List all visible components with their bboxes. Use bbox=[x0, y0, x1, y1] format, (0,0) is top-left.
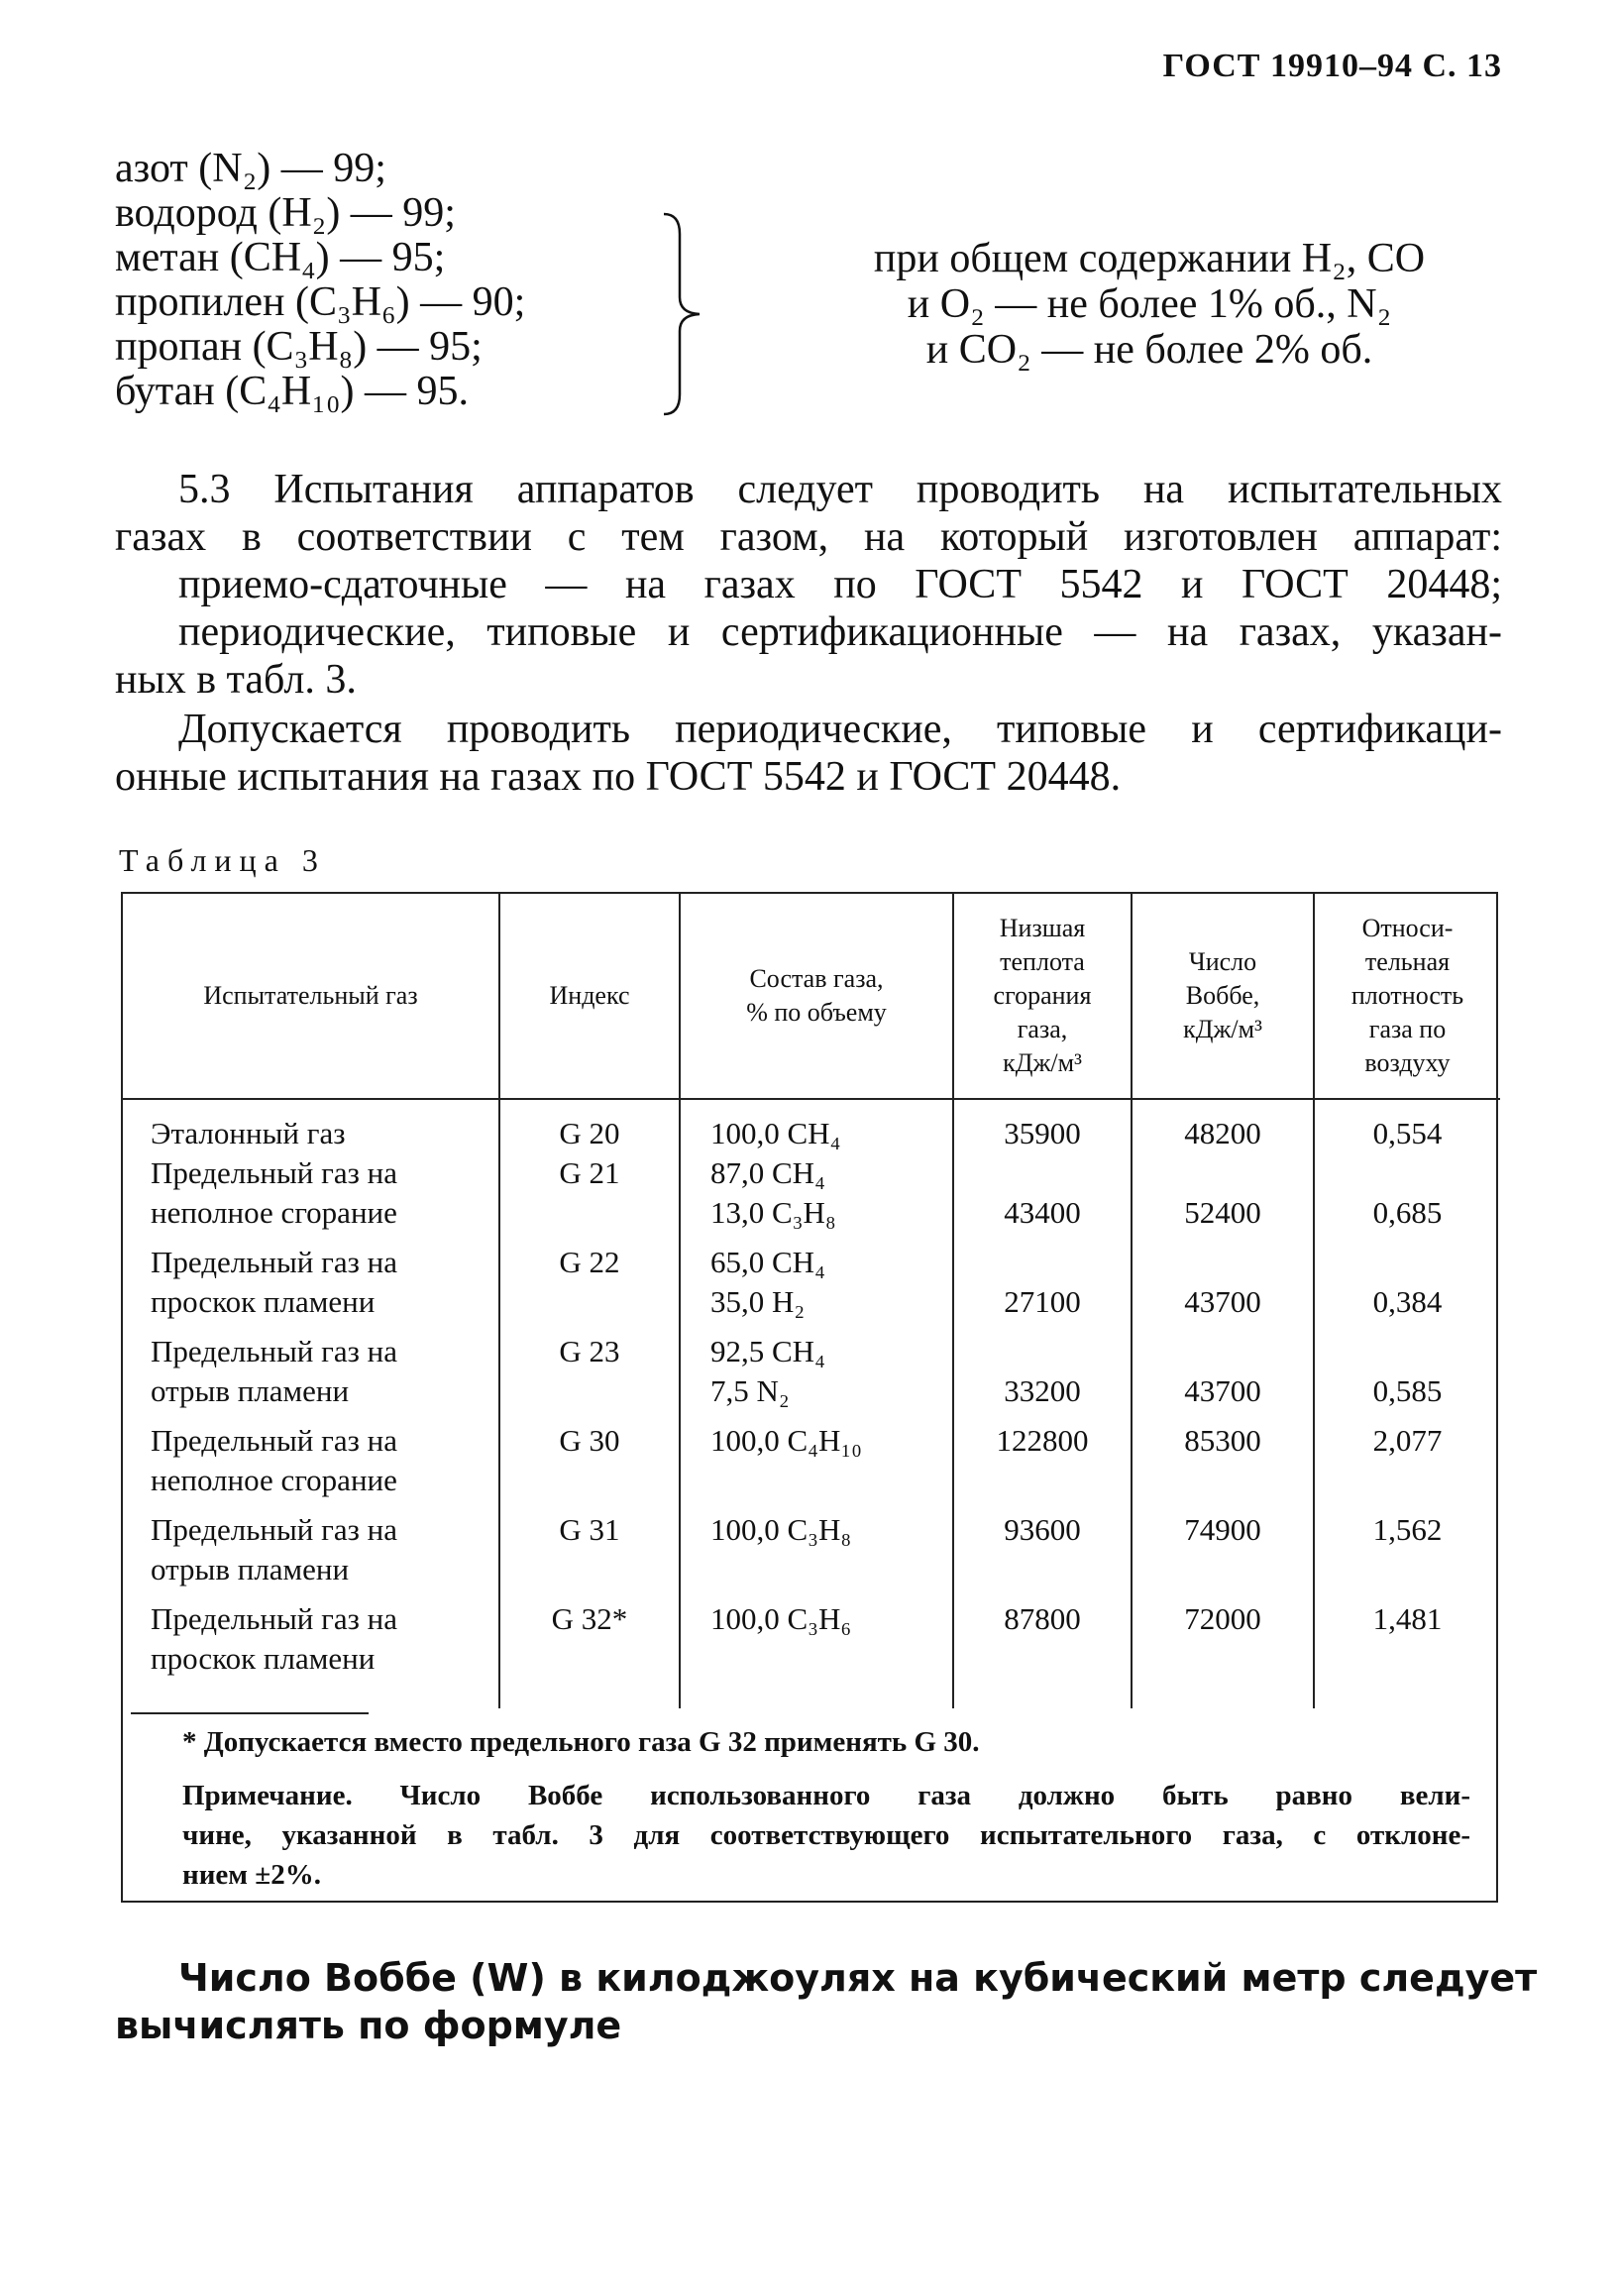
header-line: Число bbox=[1188, 947, 1257, 976]
header-line: % по объему bbox=[746, 998, 887, 1027]
text-line: Примечание. Число Воббе использованного газа должно быть равно вели- bbox=[182, 1780, 1470, 1811]
table-cell-index: G 21 bbox=[499, 1153, 680, 1243]
table-cell-density: 0,585 bbox=[1372, 1373, 1443, 1408]
header-line: сгорания bbox=[993, 981, 1092, 1010]
table-cell-gas: неполное сгорание bbox=[151, 1463, 397, 1497]
column-header-heat bbox=[953, 894, 1132, 1099]
list-item: метан (CH₄) — 95; bbox=[115, 235, 446, 280]
table-row bbox=[123, 1510, 1500, 1599]
column-header-gas: Испытательный газ bbox=[123, 894, 499, 1099]
table-cell-gas: отрыв пламени bbox=[151, 1373, 350, 1408]
header-line: теплота bbox=[1000, 947, 1085, 976]
table-row-spacer bbox=[123, 1689, 1500, 1708]
header-line: Состав газа, bbox=[749, 964, 884, 993]
table-cell-heat: 87800 bbox=[953, 1599, 1132, 1689]
table-cell-heat: 122800 bbox=[953, 1421, 1132, 1510]
paragraph-5-3 bbox=[115, 466, 1502, 704]
table-row bbox=[123, 1243, 1500, 1332]
paragraph-allowance bbox=[115, 706, 1502, 801]
impurity-note-line: при общем содержании H₂, CO bbox=[873, 236, 1426, 281]
column-header-wobbe bbox=[1132, 894, 1314, 1099]
header-line: воздуху bbox=[1364, 1048, 1451, 1077]
table-cell-index: G 23 bbox=[499, 1332, 680, 1421]
table-cell-wobbe: 85300 bbox=[1132, 1421, 1314, 1510]
impurity-note bbox=[793, 236, 1506, 373]
table-cell-composition: 87,0 CH₄ bbox=[710, 1155, 825, 1190]
table-cell-heat: 33200 bbox=[1004, 1373, 1081, 1408]
column-header-index: Индекс bbox=[499, 894, 680, 1099]
text-line: Допускается проводить периодические, типовые и сертификаци- bbox=[178, 707, 1502, 752]
table-cell-composition: 65,0 CH₄ bbox=[710, 1245, 825, 1279]
table-cell-index: G 20 bbox=[499, 1099, 680, 1153]
table-cell-index: G 32* bbox=[499, 1599, 680, 1689]
table-cell-density: 1,481 bbox=[1372, 1601, 1443, 1636]
text-line: 5.3 Испытания аппаратов следует проводить на испытательных bbox=[178, 467, 1502, 512]
list-item: пропан (C₃H₈) — 95; bbox=[115, 324, 483, 370]
curly-brace-icon bbox=[660, 210, 719, 418]
table-cell-gas: проскок пламени bbox=[151, 1284, 376, 1319]
table-cell-gas: Предельный газ на bbox=[151, 1334, 397, 1368]
table-cell-composition: 7,5 N₂ bbox=[710, 1373, 790, 1408]
header-line: плотность bbox=[1350, 981, 1464, 1010]
header-line: кДж/м³ bbox=[1003, 1048, 1082, 1077]
footnote-divider bbox=[131, 1712, 369, 1714]
table-cell-wobbe: 43700 bbox=[1184, 1284, 1261, 1319]
table-cell-gas: Эталонный газ bbox=[151, 1116, 346, 1150]
table-cell-composition: 100,0 C₃H₆ bbox=[710, 1601, 852, 1636]
table-cell-gas: Предельный газ на bbox=[151, 1423, 397, 1458]
text-line: приемо-сдаточные — на газах по ГОСТ 5542 и ГОСТ 20448; bbox=[178, 562, 1502, 607]
page-header: ГОСТ 19910–94 С. 13 bbox=[1162, 48, 1502, 84]
table-row bbox=[123, 1153, 1500, 1243]
table-cell-composition: 100,0 C₄H₁₀ bbox=[710, 1423, 862, 1458]
list-item: азот (N₂) — 99; bbox=[115, 146, 386, 191]
table-cell-composition: 92,5 CH₄ bbox=[710, 1334, 825, 1368]
text-line: вычислять по формуле bbox=[115, 2004, 622, 2047]
test-gas-table bbox=[121, 892, 1498, 1903]
table-caption: Таблица 3 bbox=[119, 842, 326, 878]
text-line: периодические, типовые и сертификационные — на газах, указан- bbox=[178, 609, 1502, 655]
text-line: газах в соответствии с тем газом, на который изготовлен аппарат: bbox=[115, 514, 1502, 560]
header-line: газа, bbox=[1017, 1015, 1068, 1043]
impurity-note-line: и CO₂ — не более 2% об. bbox=[925, 327, 1373, 373]
table-cell-wobbe: 48200 bbox=[1132, 1099, 1314, 1153]
list-item: пропилен (C₃H₆) — 90; bbox=[115, 279, 526, 325]
table-cell-index: G 30 bbox=[499, 1421, 680, 1510]
table-cell-density: 0,384 bbox=[1372, 1284, 1443, 1319]
impurity-note-line: и O₂ — не более 1% об., N₂ bbox=[907, 281, 1392, 327]
table-cell-heat: 93600 bbox=[953, 1510, 1132, 1599]
text-line: ных в табл. 3. bbox=[115, 657, 357, 703]
table-cell-gas: Предельный газ на bbox=[151, 1601, 397, 1636]
table-cell-wobbe: 74900 bbox=[1132, 1510, 1314, 1599]
table-row bbox=[123, 1599, 1500, 1689]
table-cell-heat: 27100 bbox=[1004, 1284, 1081, 1319]
paragraph-wobbe-formula bbox=[115, 1954, 1538, 2049]
table-cell-gas: Предельный газ на bbox=[151, 1512, 397, 1547]
table-cell-density: 2,077 bbox=[1372, 1423, 1443, 1458]
table-cell-density: 0,554 bbox=[1372, 1116, 1443, 1150]
header-line: Относи- bbox=[1361, 914, 1454, 942]
table-cell-density: 0,685 bbox=[1372, 1195, 1443, 1230]
table-cell-composition: 100,0 C₃H₈ bbox=[710, 1512, 852, 1547]
table-cell-gas: Предельный газ на bbox=[151, 1245, 397, 1279]
table-cell-gas: Предельный газ на bbox=[151, 1155, 397, 1190]
text-line: чине, указанной в табл. 3 для соответствующего испытательного газа, с отклоне- bbox=[182, 1819, 1470, 1851]
table-row bbox=[123, 1421, 1500, 1510]
table-cell-gas: неполное сгорание bbox=[151, 1195, 397, 1230]
table-cell-gas: проскок пламени bbox=[151, 1641, 376, 1676]
table-cell-wobbe: 43700 bbox=[1184, 1373, 1261, 1408]
table-row bbox=[123, 1332, 1500, 1421]
text-line: Число Воббе (W) в килоджоулях на кубический метр следует bbox=[178, 1956, 1538, 2000]
column-header-composition bbox=[680, 894, 953, 1099]
table-cell-wobbe: 72000 bbox=[1132, 1599, 1314, 1689]
table-cell-composition: 100,0 CH₄ bbox=[710, 1116, 841, 1150]
list-item: бутан (C₄H₁₀) — 95. bbox=[115, 369, 469, 414]
table-cell-heat: 35900 bbox=[953, 1099, 1132, 1153]
table-note bbox=[182, 1776, 1470, 1895]
table-cell-wobbe: 52400 bbox=[1184, 1195, 1261, 1230]
table-cell-index: G 31 bbox=[499, 1510, 680, 1599]
table-cell-heat: 43400 bbox=[1004, 1195, 1081, 1230]
gas-purity-list bbox=[115, 147, 525, 414]
header-line: кДж/м³ bbox=[1183, 1015, 1262, 1043]
table-cell-density: 1,562 bbox=[1372, 1512, 1443, 1547]
text-line: онные испытания на газах по ГОСТ 5542 и ГОСТ 20448. bbox=[115, 754, 1122, 800]
table-cell-composition: 13,0 C₃H₈ bbox=[710, 1195, 836, 1230]
text-line: нием ±2%. bbox=[182, 1859, 321, 1891]
column-header-density bbox=[1314, 894, 1500, 1099]
table-cell-index: G 22 bbox=[499, 1243, 680, 1332]
table-cell-gas: отрыв пламени bbox=[151, 1552, 350, 1586]
header-line: газа по bbox=[1368, 1015, 1447, 1043]
list-item: водород (H₂) — 99; bbox=[115, 190, 456, 236]
header-line: Низшая bbox=[999, 914, 1086, 942]
header-line: тельная bbox=[1364, 947, 1451, 976]
header-line: Воббе, bbox=[1185, 981, 1260, 1010]
table-footnote: * Допускается вместо предельного газа G 32 применять G 30. bbox=[182, 1726, 980, 1758]
table-row bbox=[123, 1099, 1500, 1153]
table-cell-composition: 35,0 H₂ bbox=[710, 1284, 806, 1319]
